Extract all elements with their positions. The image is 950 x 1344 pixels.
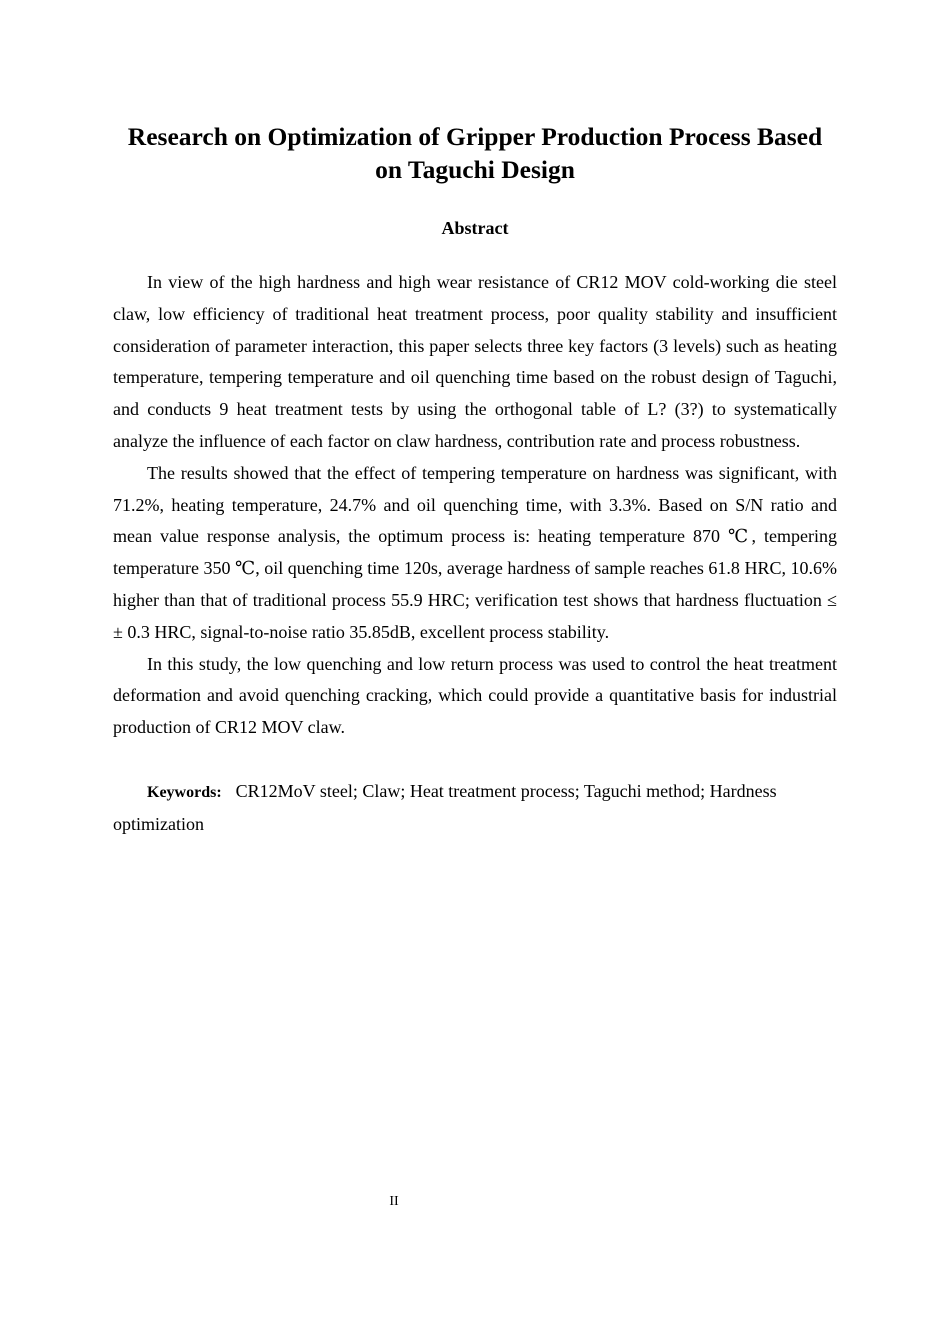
abstract-paragraph-2: The results showed that the effect of tempering temperature on hardness was significant, with 71.2%, heating temperature, 24.7% and oil quenching time, with 3.3%. Based on S/N ratio and mean value response analysis, the optimum process is: heating temperature 870 ℃, tempering temperature 350 ℃, oil quenching time 120s, average hardness of sample reaches 61.8 HRC, 10.6% higher than that of traditional process 55.9 HRC; verification test shows that hardness fluctuation ≤ ± 0.3 HRC, signal-to-noise ratio 35.85dB, excellent process stability. [113, 462, 837, 642]
abstract-heading: Abstract [441, 218, 509, 238]
keywords-text: CR12MoV steel; Claw; Heat treatment process; Taguchi method; Hardness optimization [113, 780, 777, 834]
page-number: II [389, 1194, 399, 1209]
page-content [113, 120, 837, 841]
abstract-paragraph-3: In this study, the low quenching and low return process was used to control the heat treatment deformation and avoid quenching cracking, which could provide a quantitative basis for industrial production of CR12 MOV claw. [113, 653, 837, 738]
abstract-paragraph-1: In view of the high hardness and high wear resistance of CR12 MOV cold-working die steel claw, low efficiency of traditional heat treatment process, poor quality stability and insufficient consideration of parameter interaction, this paper selects three key factors (3 levels) such as heating temperature, tempering temperature and oil quenching time based on the robust design of Taguchi, and conducts 9 heat treatment tests by using the orthogonal table of L? (3?) to systematically analyze the influence of each factor on claw hardness, contribution rate and process robustness. [113, 272, 837, 451]
keywords-label: Keywords: [147, 783, 222, 801]
paper-title: Research on Optimization of Gripper Production Process Based on Taguchi Design [127, 122, 823, 184]
abstract-body [113, 267, 837, 744]
keywords-line [113, 776, 837, 841]
